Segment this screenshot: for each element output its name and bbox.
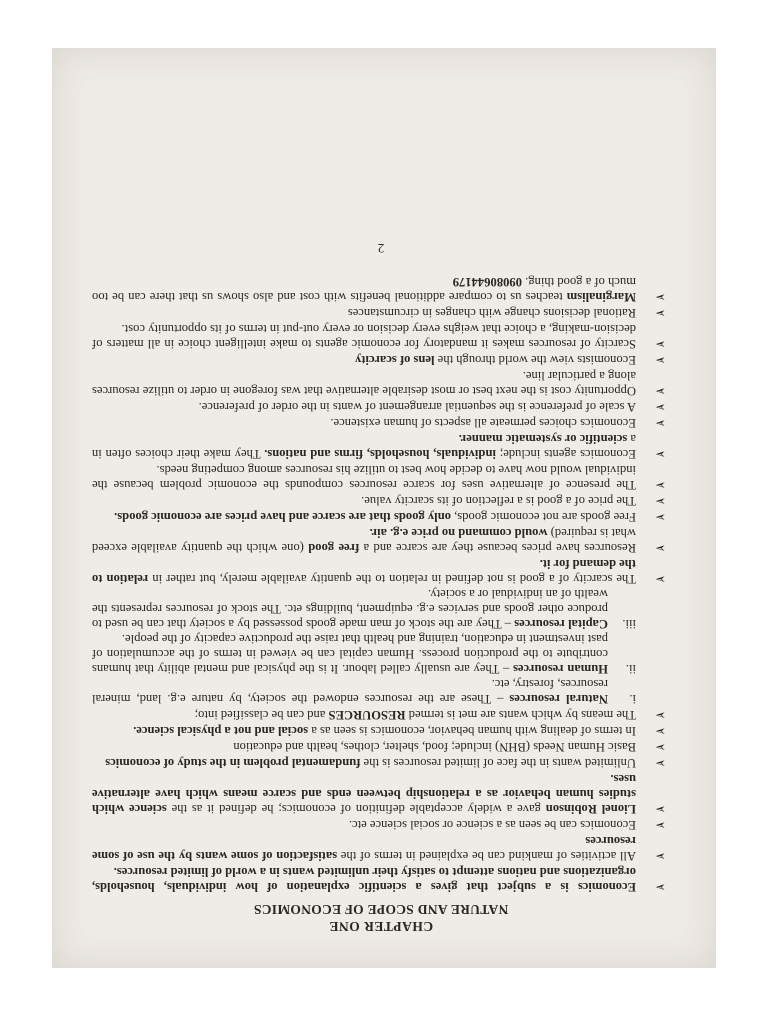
- list-item: ➢ The scarcity of a good is not defined in relation to the quantity available merely, but rather in relation to the demand for it.: [92, 557, 666, 586]
- list-item: ➢ Marginalism teaches us to compare additional benefits with cost and also shows us that there can be too much of a good thing. 09080644179: [92, 275, 666, 304]
- list-item: ➢ Unlimited wants in the face of limited resources is the fundamental problem in the study of economics: [105, 755, 666, 770]
- arrow-bullet-icon: ➢: [655, 879, 666, 894]
- list-item: ➢ The means by which wants are met is termed RESOURCES and can be classified into;: [194, 707, 666, 722]
- page-number: 2: [377, 241, 385, 256]
- phone-number: 09080644179: [452, 275, 526, 289]
- arrow-bullet-icon: ➢: [655, 383, 666, 398]
- list-item: ➢ In terms of dealing with human behavior, economics is seen as a social and not a physical science.: [133, 723, 666, 738]
- resource-item: ii. Human resources – They are usually called labour. It is the physical and mental ability that humans contribute to the production process. Human capital can be viewed in terms of the accumulation of past investment in education, training and health that raise the productive capacity of the people.: [92, 632, 636, 676]
- chapter-title: NATURE AND SCOPE OF ECONOMICS: [253, 902, 509, 917]
- arrow-bullet-icon: ➢: [655, 739, 666, 754]
- arrow-bullet-icon: ➢: [655, 707, 666, 722]
- arrow-bullet-icon: ➢: [655, 848, 666, 863]
- list-item: ➢ All activities of mankind can be explained in terms of the satisfaction of some wants by the use of some resources: [91, 834, 666, 863]
- list-item: ➢ A scale of preference is the sequential arrangement of wants in the order of preference.: [198, 399, 666, 414]
- list-item: ➢ Economists view the world through the lens of scarcity: [355, 352, 666, 367]
- list-item: ➢ Free goods are not economic goods, only goods that are scarce and have prices are economic goods.: [114, 509, 666, 524]
- list-item: ➢ Basic Human Needs (BHN) include; food, shelter, clothes, health and education: [233, 739, 666, 754]
- arrow-bullet-icon: ➢: [655, 446, 666, 461]
- arrow-bullet-icon: ➢: [655, 352, 666, 367]
- list-item: ➢ Resources have prices because they are scarce and a free good (one which the quantity available exceed what is required) would command no price e.g. air.: [92, 526, 666, 555]
- list-item: ➢ The presence of alternative uses for scarce resources compounds the economic problem because the individual would now have to decide how best to utilize his resources among competing needs.: [92, 463, 666, 492]
- list-item: ➢ The price of a good is a reflection of its scarcity value.: [361, 493, 666, 508]
- arrow-bullet-icon: ➢: [655, 571, 666, 586]
- list-item: ➢ Economics agents include; individuals, households, firms and nations. They make their choices often in a scientific or systematic manner.: [92, 432, 666, 461]
- arrow-bullet-icon: ➢: [655, 493, 666, 508]
- arrow-bullet-icon: ➢: [655, 477, 666, 492]
- resource-item: iii. Capital resources – They are the stock of man made goods possessed by a society that can be used to produce other goods and services e.g. equipment, buildings etc. The stock of resources represents the wealth of an individual or a society.: [92, 587, 636, 631]
- arrow-bullet-icon: ➢: [655, 723, 666, 738]
- list-item: ➢ Lionel Robinson gave a widely acceptable definition of economics; he defined it as the science which studies human behavior as a relationship between ends and scarce means which have alternative uses.: [92, 772, 666, 816]
- resource-item: i. Natural resources – These are the resources endowed the society, by nature e.g. land, mineral resources, forestry, etc.: [92, 677, 636, 706]
- chapter-heading: CHAPTER ONE: [328, 919, 434, 934]
- arrow-bullet-icon: ➢: [655, 540, 666, 555]
- arrow-bullet-icon: ➢: [655, 415, 666, 430]
- arrow-bullet-icon: ➢: [655, 305, 666, 320]
- list-item: ➢ Economics is a subject that gives a scientific explanation of how individuals, households, organizations and nations attempt to satisfy their unlimited wants in a world of limited resources.: [92, 865, 666, 894]
- list-item: ➢ Scarcity of resources makes it mandatory for economic agents to make intelligent choice in all matters of decision-making, a choice that weighs every decision or every out-put in terms of its opportunity cost.: [92, 322, 666, 351]
- arrow-bullet-icon: ➢: [655, 801, 666, 816]
- list-item: ➢ Opportunity cost is the next best or most desirable alternative that was foregone in order to utilize resources along a particular line.: [92, 369, 666, 398]
- arrow-bullet-icon: ➢: [655, 399, 666, 414]
- page-content: [52, 48, 716, 968]
- arrow-bullet-icon: ➢: [655, 509, 666, 524]
- list-item: ➢ Economics can be seen as a science or social science etc.: [348, 817, 666, 832]
- arrow-bullet-icon: ➢: [655, 755, 666, 770]
- arrow-bullet-icon: ➢: [655, 289, 666, 304]
- scanned-page: [52, 48, 716, 968]
- list-item: ➢ Rational decisions change with changes in circumstances: [347, 305, 666, 320]
- arrow-bullet-icon: ➢: [655, 817, 666, 832]
- arrow-bullet-icon: ➢: [655, 336, 666, 351]
- list-item: ➢ Economics choices permeate all aspects of human existence.: [330, 415, 666, 430]
